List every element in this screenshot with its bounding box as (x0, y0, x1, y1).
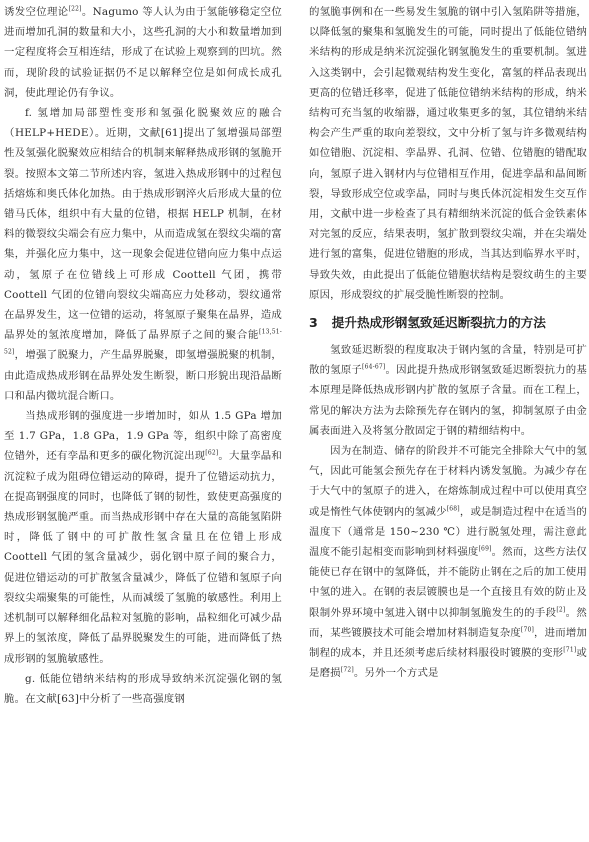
right-top-paragraphs (309, 2, 587, 305)
paragraph (4, 2, 282, 103)
right-column (309, 2, 587, 684)
paragraph-text: ，进而增加制程的成本，并且还须考虑后续材料服役时镀膜的变形 (309, 626, 588, 660)
paragraph-text: 诱发空位理论 (4, 6, 69, 18)
paragraph-text: 。然而，某些镀膜技术可能会增加材料制造复杂度 (309, 606, 587, 639)
paragraph-text: ，或是制造过程中在适当的温度下（通常是 150~230 ℃）进行脱氢处理，需注意此温度不能引起相变而影响到材料强度 (309, 505, 587, 559)
paragraph-text: 。然而，这些方法仅能使已存在钢中的氢降低，并不能防止钢在之后的加工使用中氢的进入。在钢的表层镀膜也是一个直接且有效的防止及限制外界环境中氢进入钢中以抑制氢脆发生的的手段 (309, 546, 587, 619)
paragraph-text: f. 氢增加局部塑性变形和氢强化脱聚效应的融合（HELP+HEDE）。近期，文献[61]提出了氢增强局部塑性及氢强化脱聚效应相结合的机制来解释热成形钢的氢脆开裂。按照本文第二节所述内容，氢进入热成形钢中的过程包括熔炼和奥氏体化加热。由于热成形钢淬火后形成大量的位错马氏体，组织中有大量的位错，根据 HELP 机制，在材料的微裂纹尖端会有应力集中，从而造成氢在裂纹尖端的富集，并强化应力集中，这一现象会促进位错向应力集中点运动，氢原子在位错线上可形成 Coottell 气团，携带 Coottell 气团的位错向裂纹尖端高应力处移动，裂纹通常在晶界发生，这一位错的运动，将氢原子聚集在晶界，造成晶界处的氢浓度增加，降低了晶界原子之间的聚合能 (4, 107, 282, 342)
citation-ref: [2] (556, 606, 566, 614)
paragraph-text: 。Nagumo 等人认为由于氢能够稳定空位进而增加孔洞的数量和大小，这些孔洞的大小和数量增加到一定程度将会互相连结，形成了在试验上观察到的凹坑。然而，现阶段的试验证据仍不足以解释空位是如何成长成孔洞，使此理论仍有争议。 (4, 6, 282, 99)
paragraph-text: 。另外一个方式是 (353, 667, 439, 680)
paragraph-text: 。大量孪晶和沉淀粒子成为阻碍位错运动的障碍，提升了位错运动抗力，在提高钢强度的同时，也降低了钢的韧性，致使更高强度的热成形钢氢脆严重。而当热成形钢中存在大量的高能氢陷阱时，降低了钢中的可扩散性氢含量且在位错上形成 Coottell 气团的氢含量减少，弱化钢中原子间的聚合力，促进位错运动的可扩散氢含量减少，降低了位错和氢原子向裂纹尖端聚集的可能性，从而减缓了氢脆的敏感性。利用上述机制可以解释细化晶粒对氢脆的影响，晶粒细化可减少晶界上的氢浓度，降低了晶界脱聚发生的可能，进而降低了热成形钢的氢脆敏感性。 (4, 450, 282, 665)
paragraph (4, 406, 282, 669)
paragraph-text: 氢致延迟断裂的程度取决于钢内氢的含量，特别是可扩散的氢原子 (309, 344, 587, 377)
left-column (4, 2, 282, 709)
section-title: 提升热成形钢氢致延迟断裂抗力的方法 (331, 315, 546, 331)
paragraph-text: 的氢脆事例和在一些易发生氢脆的钢中引入氢陷阱等措施，以降低氢的聚集和氢脆发生的可能，同时提出了低能位错纳米结构的形成是纳米沉淀强化钢氢脆发生的重要机制。氢进入这类钢中，会引起微观结构发生变化，富氢的样品表现出更高的位错迁移率，促进了低能位错纳米结构的形成，纳米结构可充当氢的收缩器，通过收集更多的氢，其位错纳米结构会产生严重的取向差裂纹，文中分析了氢与许多微观结构如位错胞、沉淀相、孪晶界、孔洞、位错、位错胞的错配取向，氢原子进入钢材内与位错相互作用，促进孪晶和晶间断裂，导致形成空位或孪晶，同时与奥氏体沉淀相发生交互作用，文献中进一步检查了具有精细纳米沉淀的低合金铁素体对完氢的反应，结果表明，氢扩散到裂纹尖端，并在尖端处进行氢的富集，促进位错胞的形成，当其达到临界水平时，导致失效，由此提出了低能位错胞状结构是裂纹萌生的主要原因，形成裂纹的扩展受脆性断裂的控制。 (309, 6, 587, 301)
paragraph-text: 或是磨损 (309, 647, 587, 680)
citation-ref: [22] (68, 5, 82, 13)
section-heading (309, 314, 587, 332)
paragraph-text: ，增强了脱聚力，产生晶界脱聚，即氢增强脱聚的机制，由此造成热成形钢在晶界处发生断裂，断口形貌出现沿晶断口和晶内微坑混合断口。 (4, 349, 282, 402)
paragraph-text: 当热成形钢的强度进一步增加时，如从 1.5 GPa 增加至 1.7 GPa，1.8 GPa，1.9 GPa 等，组织中除了高密度位错外，还有孪晶和更多的碳化物沉淀出现 (4, 410, 282, 463)
paragraph-text: 因为在制造、储存的阶段并不可能完全排除大气中的氢气，因此可能氢会预先存在于材料内诱发氢脆。为减少存在于大气中的氢原子的进入，在熔炼制成过程中可以使用真空或是惰性气体使钢内的氢减少 (309, 445, 587, 518)
paragraph (309, 441, 587, 683)
left-paragraphs (4, 2, 282, 709)
citation-ref: [71] (563, 646, 577, 654)
paragraph-text: 。因此提升热成形钢氢致延迟断裂抗力的基本原理是降低热成形钢内扩散的氢原子含量。而在工程上，常见的解决方法为去除预先存在钢内的氢，抑制氢原子由金属表面进入及将氢分散固定于钢的精细结构中。 (309, 364, 587, 437)
paragraph (4, 103, 282, 406)
paragraph-text: g. 低能位错纳米结构的形成导致纳米沉淀强化钢的氢脆。在文献[63]中分析了一些高强度钢 (4, 672, 282, 705)
citation-ref: [68] (446, 505, 460, 513)
paragraph (309, 340, 587, 441)
section-number: 3 (309, 315, 318, 331)
citation-ref: [69] (478, 545, 492, 553)
citation-ref: [62] (205, 450, 219, 457)
citation-ref: [70] (520, 626, 535, 634)
citation-ref: [64-67] (362, 363, 386, 371)
paragraph (309, 2, 587, 305)
right-bottom-paragraphs (309, 340, 587, 683)
citation-ref: [13,51-52] (4, 328, 282, 356)
paragraph (4, 669, 282, 709)
citation-ref: [72] (340, 666, 354, 674)
